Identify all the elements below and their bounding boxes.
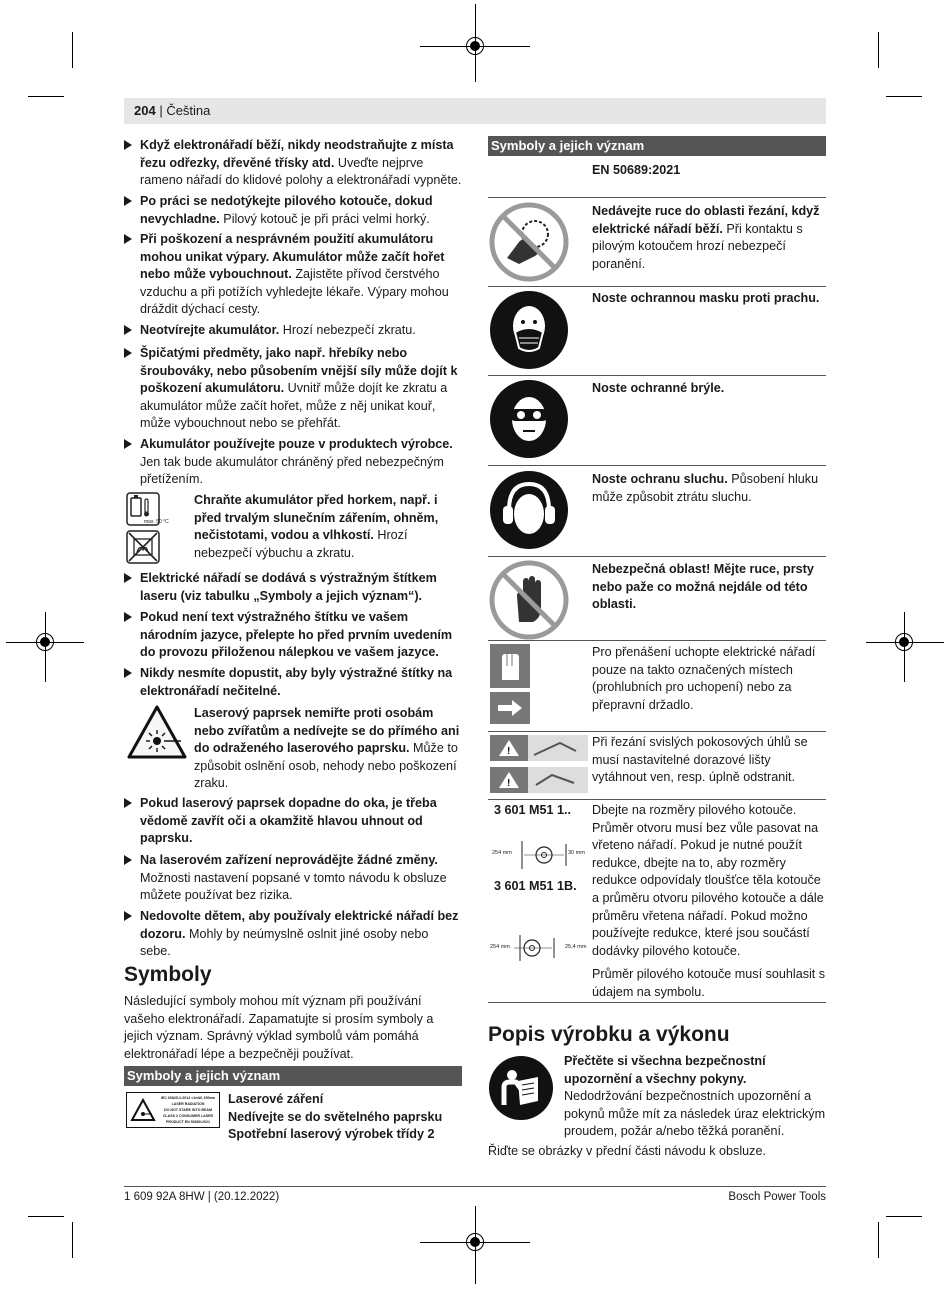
safety-goggles-icon [489,379,569,459]
crop-mark [72,32,73,68]
symbol-meaning: Noste ochranu sluchu. Působení hluku může způsobit ztrátu sluchu. [592,472,819,504]
dust-mask-icon [489,290,569,370]
safety-item: Neotvírejte akumulátor. Hrozí nebezpečí zkratu. [124,322,462,340]
laser-label-meaning: Laserové záření Nedívejte se do světelného paprsku Spotřební laserový výrobek třídy 2 [228,1092,443,1142]
standard-label: EN 50689:2021 [592,163,681,177]
crop-mark [878,1222,879,1258]
blade-dim-inner: 25,4 mm [565,944,587,950]
no-hand-icon [489,560,569,640]
table-divider [488,640,826,641]
safety-item: Pokud laserový paprsek dopadne do oka, je třeba vědomě zavřít oči a okamžitě hlavou uhnout od paprsku. [124,795,462,848]
product-heading: Popis výrobku a výkonu [488,1023,730,1046]
symbols-table-header: Symboly a jejich význam [124,1066,462,1086]
symbol-meaning: Noste ochrannou masku proti prachu. [592,291,820,305]
bullet-arrow-icon [124,798,132,808]
carry-grip-icon [490,644,530,724]
safety-item: Pokud není text výstražného štítku ve vašem národním jazyce, přelepte ho před prvním uvedením do provozu přiloženou nálepkou ve vašem jazyce. [124,609,462,662]
registration-mark [466,37,484,55]
ear-protection-icon [489,470,569,550]
bullet-arrow-icon [124,140,132,150]
blade-dim-inner: 30 mm [568,850,585,856]
footer-rule [124,1186,826,1187]
symbols-intro: Následující symboly mohou mít význam při používání vašeho elektronářadí. Zapamatujte si prosím symboly a jejich význam. Správný výklad symbolů vám pomáhá elektronářadí lépe a bezpečněji používat. [124,994,434,1061]
laser-warning-icon [126,704,188,760]
table-divider [488,197,826,198]
table-divider [488,799,826,800]
bullet-arrow-icon [124,234,132,244]
safety-item: Když elektronářadí běží, nikdy neodstraňujte z místa řezu odřezky, dřevěné třísky atd. Uveďte nejprve rameno nářadí do klidové polohy a elektronářadí vypněte. [124,137,462,190]
table-divider [488,375,826,376]
battery-warning-text: Chraňte akumulátor před horkem, např. i před trvalým slunečním zářením, ohněm, nečistotami, vodou a vlhkostí. Hrozí nebezpečí výbuchu a zkratu. [194,493,439,560]
battery-temperature-icon [126,492,169,526]
bullet-arrow-icon [124,911,132,921]
bullet-arrow-icon [124,855,132,865]
safety-item: Nikdy nesmíte dopustit, aby byly výstražné štítky na elektronářadí nečitelné. [124,665,462,700]
table-divider [488,556,826,557]
page-number: 204 [134,103,156,118]
blade-dimension-text: Dbejte na rozměry pilového kotouče. Průměr otvoru musí bez vůle pasovat na vřeteno nářadí. Pokud je nutné použít redukce, dbejte na to, aby rozměry redukce odpovídaly tloušťce těla kotouče a průměru otvoru pilového kotouče a dále průměru vřetena nářadí. Pokud možno používejte redukce, které jsou součástí dodávky pilového kotouče. [592,803,824,958]
registration-mark [36,633,54,651]
blade-diameter-note: Průměr pilového kotouče musí souhlasit s údajem na symbolu. [592,967,826,999]
bullet-arrow-icon [124,348,132,358]
laser-label-triangle-icon [130,1098,156,1122]
product-note: Řiďte se obrázky v přední části návodu k obsluze. [488,1144,766,1158]
crop-mark [878,32,879,68]
safety-item: Nedovolte dětem, aby používaly elektrické nářadí bez dozoru. Mohly by neúmyslně oslnit jiné osoby nebo sebe. [124,908,462,961]
symbol-meaning: Pro přenášení uchopte elektrické nářadí pouze na takto označených místech (prohlubních pro uchopení) nebo za přepravní držadlo. [592,645,816,712]
right-table-header: Symboly a jejich význam [488,136,826,156]
crop-mark [28,96,64,97]
no-hands-blade-icon [489,202,569,282]
bullet-arrow-icon [124,196,132,206]
laser-class-label: IEC 60825-1:2014 <1mW, 650nm LASER RADIATION DO NOT STARE INTO BEAM CLASS 2 CONSUMER LASER PRODUCT EN 50689:2021 [126,1092,220,1128]
laser-warning-text: Laserový paprsek nemiřte proti osobám nebo zvířatům a nedívejte se do přímého ani do odraženého laserového paprsku. Může to způsobit oslnění osob, nehody nebo poškození zraku. [194,706,460,791]
registration-mark [466,1233,484,1251]
symbol-meaning: Nebezpečná oblast! Mějte ruce, prsty nebo paže co možná nejdále od této oblasti. [592,562,814,612]
table-divider [488,731,826,732]
blade-dim-outer: 254 mm [490,944,510,950]
arrow-right-icon [490,692,530,724]
safety-item: Při poškození a nesprávném použití akumulátoru mohou unikat výpary. Akumulátor může začít hořet nebo může vybouchnout. Zajistěte přívod čerstvého vzduchu a při potížích vyhledejte lékaře. Výpary mohou dráždit dýchací cesty. [124,231,462,319]
bullet-arrow-icon [124,439,132,449]
safety-item: Elektrické nářadí se dodává s výstražným štítkem laseru (viz tabulku „Symboly a jejich význam“). [124,570,462,605]
table-divider [488,465,826,466]
fence-warning-icon [490,735,588,793]
temperature-label: max. 50 °C [144,519,169,525]
table-divider [488,286,826,287]
bullet-arrow-icon [124,325,132,335]
safety-item: Špičatými předměty, jako např. hřebíky nebo šroubováky, nebo působením vnější síly může dojít k poškození akumulátoru. Uvnitř může dojít ke zkratu a akumulátor může začít hořet, může z něj unikat kouř, může vybouchnout nebo se přehřát. [124,345,462,433]
safety-item: Akumulátor používejte pouze v produktech výrobce. Jen tak bude akumulátor chráněný před nebezpečným přetížením. [124,436,462,489]
svg-text:!: ! [507,746,511,757]
blade-model-1: 3 601 M51 1.. [494,803,572,817]
table-divider [488,1002,826,1003]
bullet-arrow-icon [124,573,132,583]
safety-item: Na laserovém zařízení neprovádějte žádné změny. Možnosti nastavení popsané v tomto návodu k obsluze můžete používat bez rizika. [124,852,462,905]
hand-grip-icon [490,644,530,688]
crop-mark [886,1216,922,1217]
svg-text:!: ! [507,778,511,789]
blade-model-2: 3 601 M51 1B. [494,879,577,893]
symbol-meaning: Nedávejte ruce do oblasti řezání, když elektrické nářadí běží. Při kontaktu s pilovým kotoučem hrozí nebezpečí poranění. [592,204,820,271]
product-warning-text: Přečtěte si všechna bezpečnostní upozornění a všechny pokyny. Nedodržování bezpečnostních upozornění a pokynů může mít za následek úraz elektrickým proudem, požár a/nebo těžká poranění. [564,1054,826,1139]
footer-doc-id: 1 609 92A 8HW | (20.12.2022) [124,1191,280,1203]
page-language: Čeština [166,103,211,118]
safety-item: Po práci se nedotýkejte pilového kotouče, dokud nevychladne. Pilový kotouč je při práci velmi horký. [124,193,462,228]
symbols-heading: Symboly [124,963,212,986]
blade-dim-outer: 254 mm [492,850,512,856]
symbol-meaning: Při řezání svislých pokosových úhlů se musí nastavitelné dorazové lišty vytáhnout ven, resp. úplně odstranit. [592,735,808,785]
page-header: 204 | Čeština [124,98,826,124]
crop-mark [886,96,922,97]
read-manual-icon [488,1055,554,1121]
footer-brand: Bosch Power Tools [728,1191,826,1203]
no-battery-fire-water-icon [126,530,160,564]
crop-mark [72,1222,73,1258]
registration-mark [895,633,913,651]
bullet-arrow-icon [124,668,132,678]
crop-mark [28,1216,64,1217]
bullet-arrow-icon [124,612,132,622]
symbol-meaning: Noste ochranné brýle. [592,381,725,395]
